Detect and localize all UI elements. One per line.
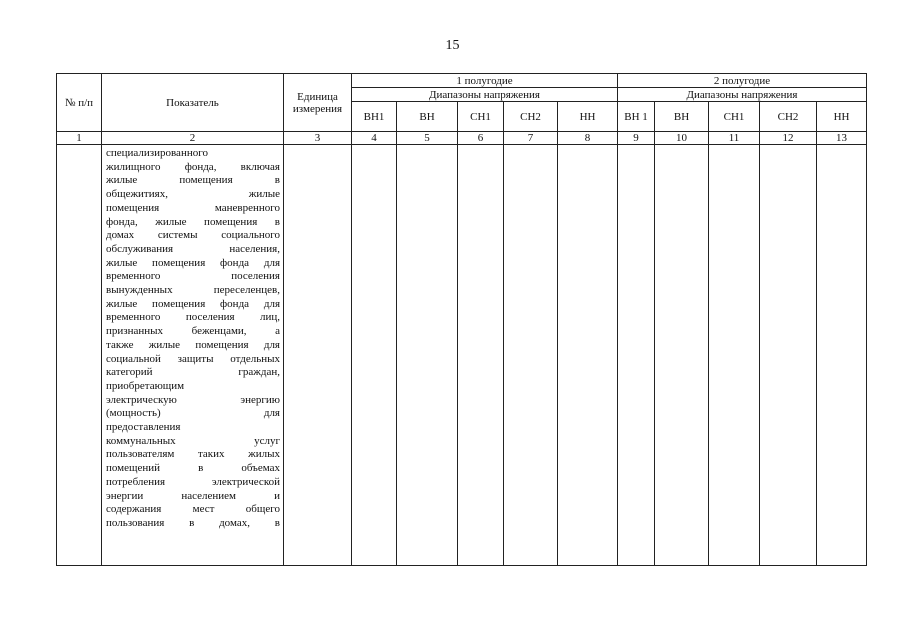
indicator-line: специализированного bbox=[106, 147, 208, 159]
column-number: 12 bbox=[760, 132, 817, 145]
header-ranges1: Диапазоны напряжения bbox=[352, 88, 618, 102]
header-half1: 1 полугодие bbox=[352, 74, 618, 88]
header-ranges2: Диапазоны напряжения bbox=[618, 88, 867, 102]
column-number: 13 bbox=[817, 132, 867, 145]
header-h2-col: НН bbox=[817, 102, 867, 132]
row-value bbox=[504, 145, 558, 566]
row-value bbox=[458, 145, 504, 566]
page-number: 15 bbox=[445, 38, 460, 53]
indicator-line: коммунальных услуг bbox=[106, 434, 280, 447]
indicator-line: предоставления bbox=[106, 421, 181, 434]
column-number: 2 bbox=[102, 132, 284, 145]
row-unit bbox=[284, 145, 352, 566]
indicator-line: жилые помещения фонда для bbox=[106, 297, 280, 310]
header-h2-col: СН1 bbox=[709, 102, 760, 132]
indicator-line: также жилые помещения для bbox=[106, 338, 280, 351]
row-value bbox=[558, 145, 618, 566]
tariff-table bbox=[56, 73, 867, 566]
header-h1-col: НН bbox=[558, 102, 618, 132]
indicator-line: энергии населением и bbox=[106, 489, 280, 502]
indicator-line: общежитиях, жилые bbox=[106, 188, 280, 201]
indicator-line: жилые помещения в bbox=[106, 174, 280, 187]
indicator-line: обслуживания населения, bbox=[106, 242, 280, 255]
column-number: 3 bbox=[284, 132, 352, 145]
indicator-line: пользования в домах, в bbox=[106, 516, 280, 529]
row-value bbox=[655, 145, 709, 566]
indicator-line: жилые помещения фонда для bbox=[106, 256, 280, 269]
indicator-line: признанных беженцами, а bbox=[106, 325, 280, 338]
row-value bbox=[618, 145, 655, 566]
indicator-line: пользователям таких жилых bbox=[106, 448, 280, 461]
header-h2-col: СН2 bbox=[760, 102, 817, 132]
header-h1-col: ВН bbox=[397, 102, 458, 132]
column-number: 5 bbox=[397, 132, 458, 145]
indicator-line: социальной защиты отдельных bbox=[106, 352, 280, 365]
row-value bbox=[397, 145, 458, 566]
indicator-line: временного поселения лиц, bbox=[106, 311, 280, 324]
column-number: 1 bbox=[57, 132, 102, 145]
indicator-line: помещений в объемах bbox=[106, 462, 280, 475]
indicator-line: вынужденных переселенцев, bbox=[106, 284, 280, 297]
indicator-text bbox=[102, 145, 283, 531]
indicator-line: содержания мест общего bbox=[106, 503, 280, 516]
column-number: 4 bbox=[352, 132, 397, 145]
header-h1-col: ВН1 bbox=[352, 102, 397, 132]
indicator-line: фонда, жилые помещения в bbox=[106, 215, 280, 228]
indicator-line: потребления электрической bbox=[106, 475, 280, 488]
indicator-line: приобретающим bbox=[106, 379, 185, 392]
header-h2-col: ВН bbox=[655, 102, 709, 132]
indicator-line: категорий граждан, bbox=[106, 366, 280, 379]
header-h1-col: СН1 bbox=[458, 102, 504, 132]
row-value bbox=[352, 145, 397, 566]
row-value bbox=[709, 145, 760, 566]
row-indicator bbox=[102, 145, 284, 566]
indicator-line: электрическую энергию bbox=[106, 393, 280, 406]
header-unit: Единица измерения bbox=[284, 74, 352, 132]
indicator-line: (мощность) для bbox=[106, 407, 280, 420]
column-number: 9 bbox=[618, 132, 655, 145]
indicator-line: жилищного фонда, включая bbox=[106, 160, 280, 173]
header-half2: 2 полугодие bbox=[618, 74, 867, 88]
indicator-line: временного поселения bbox=[106, 270, 280, 283]
row-num bbox=[57, 145, 102, 566]
column-number: 11 bbox=[709, 132, 760, 145]
column-number: 6 bbox=[458, 132, 504, 145]
column-number: 8 bbox=[558, 132, 618, 145]
column-number: 10 bbox=[655, 132, 709, 145]
column-number: 7 bbox=[504, 132, 558, 145]
row-value bbox=[760, 145, 817, 566]
indicator-line: помещения маневренного bbox=[106, 201, 280, 214]
header-h1-col: СН2 bbox=[504, 102, 558, 132]
indicator-line: домах системы социального bbox=[106, 229, 280, 242]
row-value bbox=[817, 145, 867, 566]
header-indicator: Показатель bbox=[102, 74, 284, 132]
header-num: № п/п bbox=[57, 74, 102, 132]
header-h2-col: ВН 1 bbox=[618, 102, 655, 132]
